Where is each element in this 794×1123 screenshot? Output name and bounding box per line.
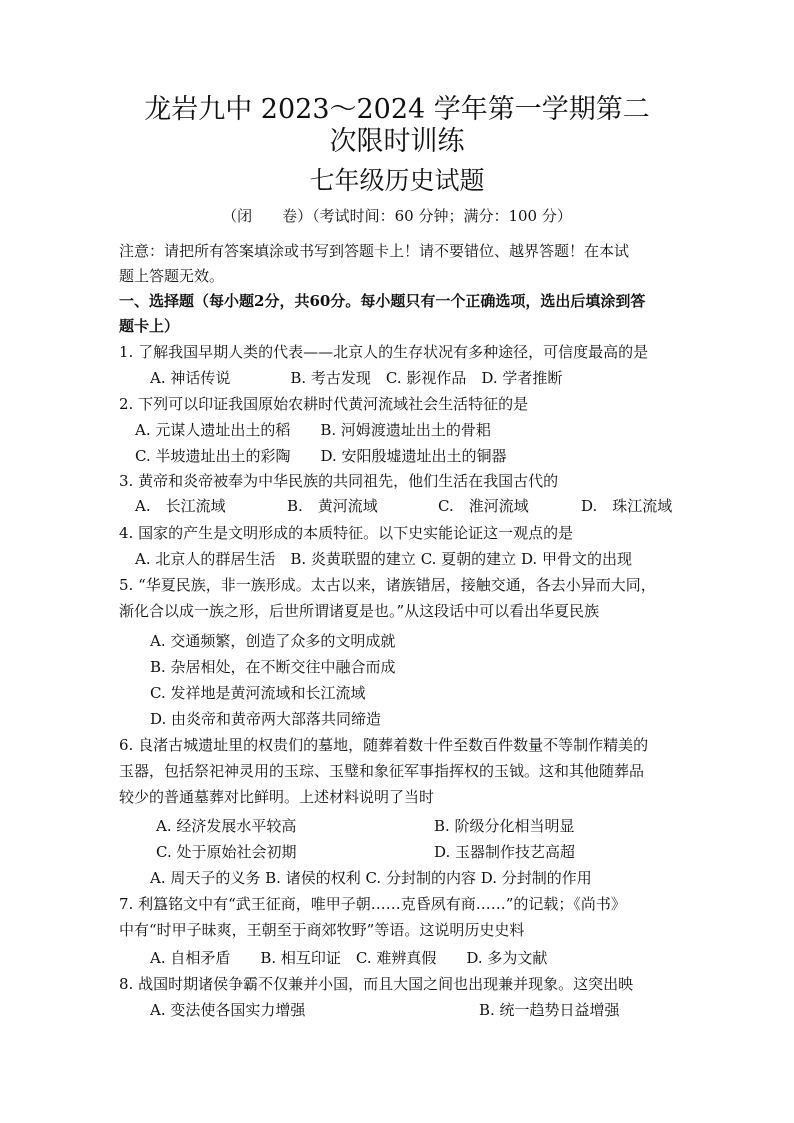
q6-option-b: B. 阶级分化相当明显: [434, 817, 575, 835]
q5-option-d: D. 由炎帝和黄帝两大部落共同缔造: [150, 710, 382, 728]
q6-stem-line2: 玉器，包括祭祀神灵用的玉琮、玉璧和象征军事指挥权的玉钺。这和其他随葬品: [119, 762, 645, 780]
q6-stem-line1: 6. 良渚古城遗址里的权贵们的墓地，随葬着数十件至数百件数量不等制作精美的: [119, 736, 649, 754]
q6-option-d: D. 玉器制作技艺高超: [434, 843, 576, 861]
q3-option-c: C. 淮河流域: [438, 497, 529, 515]
q2-stem: 2. 下列可以印证我国原始农耕时代黄河流域社会生活特征的是: [119, 395, 529, 413]
q1-options: A. 神话传说 B. 考古发现 C. 影视作品 D. 学者推断: [150, 369, 563, 387]
q2-options-row2: C. 半坡遗址出土的彩陶 D. 安阳殷墟遗址出土的铜器: [135, 447, 507, 465]
section-heading-line1: 一、选择题（每小题2分，共60分。每小题只有一个正确选项，选出后填涂到答: [119, 292, 646, 310]
q6-option-c: C. 处于原始社会初期: [156, 843, 297, 861]
q4-options: A. 北京人的群居生活 B. 炎黄联盟的建立 C. 夏朝的建立 D. 甲骨文的出现: [135, 550, 632, 568]
exam-title-line2: 次限时训练: [329, 126, 465, 157]
q7-stem-line1: 7. 利簋铭文中有“武王征商，唯甲子朝……克昏夙有商……”的记载；《尚书》: [119, 895, 626, 913]
q8-stem: 8. 战国时期诸侯争霸不仅兼并小国，而且大国之间也出现兼并现象。这突出映: [119, 975, 634, 993]
q3-option-d: D. 珠江流域: [581, 497, 673, 515]
q5-stem-line1: 5. “华夏民族，非一族形成。太古以来，诸族错居，接触交通，各去小异而大同，: [119, 576, 656, 594]
q3-option-b: B. 黄河流域: [287, 497, 378, 515]
q6-stem-line3: 较少的普通墓葬对比鲜明。上述材料说明了当时: [119, 788, 435, 806]
q7-options: A. 自相矛盾 B. 相互印证 C. 难辨真假 D. 多为文献: [150, 949, 548, 967]
exam-subtitle: 七年级历史试题: [309, 166, 485, 195]
q3-option-a: A. 长江流域: [135, 497, 226, 515]
stray-options-line: A. 周天子的义务 B. 诸侯的权利 C. 分封制的内容 D. 分封制的作用: [150, 869, 592, 887]
q3-stem: 3. 黄帝和炎帝被奉为中华民族的共同祖先，他们生活在我国古代的: [119, 472, 559, 490]
q2-options-row1: A. 元谋人遗址出土的稻 B. 河姆渡遗址出土的骨耜: [135, 421, 491, 439]
exam-meta: （闭 卷）（考试时间：60 分钟；满分：100 分）: [222, 207, 572, 225]
q6-option-a: A. 经济发展水平较高: [156, 817, 297, 835]
exam-title-line1: 龙岩九中 2023～2024 学年第一学期第二: [144, 94, 650, 125]
q5-option-c: C. 发祥地是黄河流域和长江流域: [150, 684, 366, 702]
notice-line2: 题上答题无效。: [119, 267, 225, 285]
q8-option-b: B. 统一趋势日益增强: [479, 1001, 620, 1019]
q8-option-a: A. 变法使各国实力增强: [150, 1001, 306, 1019]
q1-stem: 1. 了解我国早期人类的代表——北京人的生存状况有多种途径，可信度最高的是: [119, 343, 649, 361]
q4-stem: 4. 国家的产生是文明形成的本质特征。以下史实能论证这一观点的是: [119, 524, 574, 542]
q7-stem-line2: 中有“时甲子昧爽，王朝至于商郊牧野”等语。这说明历史史料: [119, 921, 525, 939]
notice-line1: 注意：请把所有答案填涂或书写到答题卡上！请不要错位、越界答题！在本试: [119, 242, 630, 260]
section-heading-line2: 题卡上）: [119, 317, 180, 335]
q5-option-b: B. 杂居相处，在不断交往中融合而成: [150, 658, 396, 676]
q5-option-a: A. 交通频繁，创造了众多的文明成就: [150, 632, 396, 650]
q5-stem-line2: 渐化合以成一族之形，后世所谓诸夏是也。”从这段话中可以看出华夏民族: [119, 602, 600, 620]
